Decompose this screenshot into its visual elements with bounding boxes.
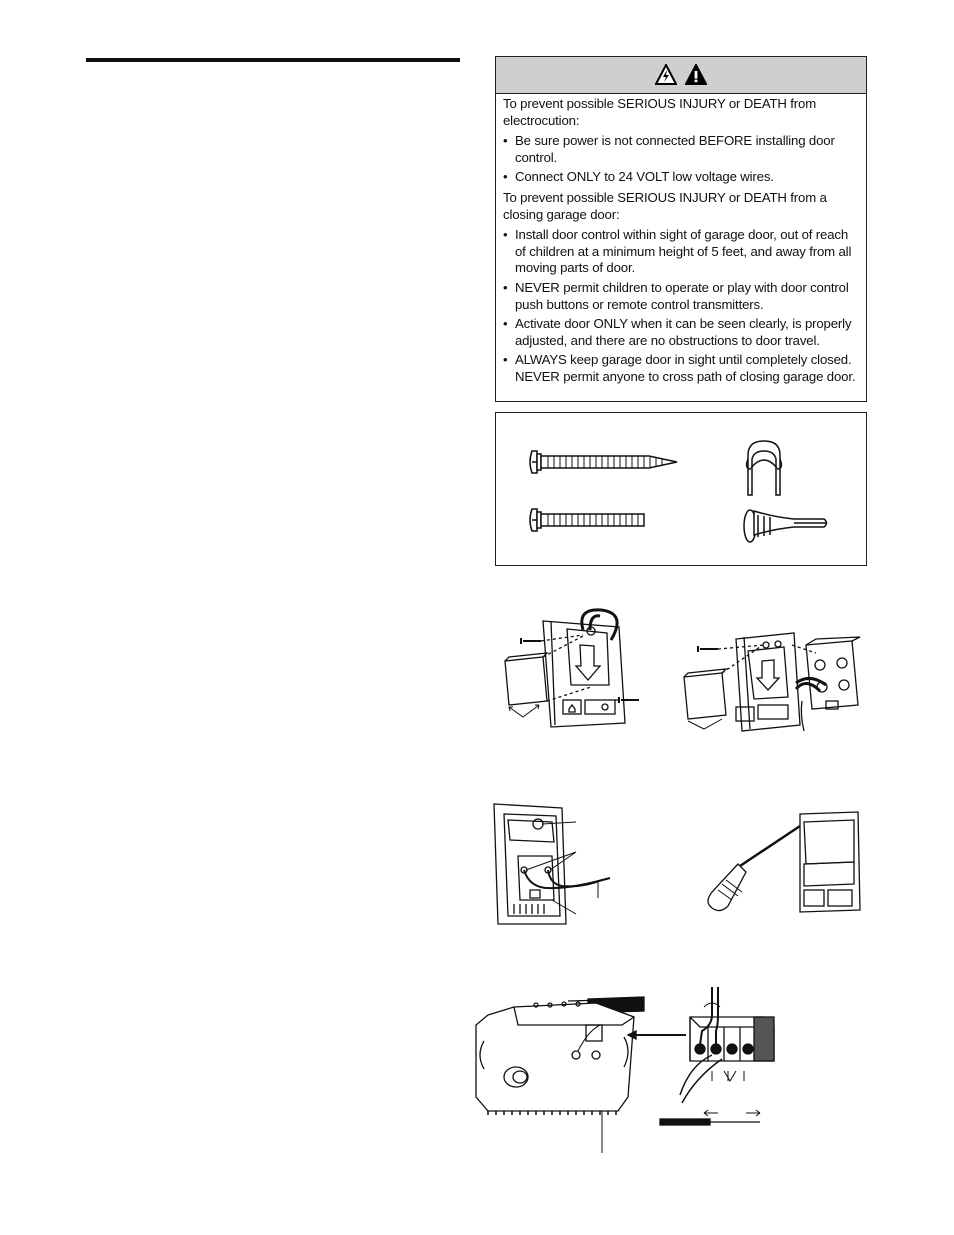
warning-bullet: • Be sure power is not connected BEFORE installing door control. — [503, 133, 860, 166]
drywall-anchor-icon — [744, 510, 827, 542]
exclamation-warning-icon — [685, 64, 707, 86]
hardware-illustration — [496, 413, 866, 565]
door-control-screwdriver — [700, 810, 865, 920]
warning-bullet: • NEVER permit children to operate or play with door control push buttons or remote control transmitters. — [503, 280, 860, 313]
warning-box — [495, 56, 867, 402]
warning-intro-electrocution: To prevent possible SERIOUS INJURY or DEATH from electrocution: — [503, 96, 817, 128]
warning-body — [496, 94, 866, 386]
warning-header — [496, 57, 866, 94]
insulated-staple-icon — [747, 441, 782, 495]
warning-list-electrocution — [503, 133, 860, 186]
warning-bullet: • ALWAYS keep garage door in sight until completely closed. NEVER permit anyone to cross path of closing garage door. — [503, 352, 860, 385]
section-rule — [86, 58, 460, 62]
warning-list-closing-door — [503, 227, 860, 385]
door-control-mount-drywall — [495, 605, 655, 735]
machine-screw-icon — [530, 509, 644, 531]
door-control-mount-junction-box — [676, 625, 866, 740]
hardware-box — [495, 412, 867, 566]
pointed-screw-icon — [530, 451, 677, 473]
door-control-wiring-back — [490, 800, 620, 930]
warning-bullet: • Activate door ONLY when it can be seen clearly, is properly adjusted, and there are no obstructions to door travel. — [503, 316, 860, 349]
electrical-hazard-icon — [655, 64, 677, 86]
warning-bullet: • Connect ONLY to 24 VOLT low voltage wires. — [503, 169, 860, 186]
warning-bullet: • Install door control within sight of garage door, out of reach of children at a minimum height of 5 feet, and away from all moving parts of door. — [503, 227, 860, 277]
warning-intro-closing-door: To prevent possible SERIOUS INJURY or DEATH from a closing garage door: — [503, 189, 827, 222]
opener-terminal-wiring — [468, 985, 788, 1155]
